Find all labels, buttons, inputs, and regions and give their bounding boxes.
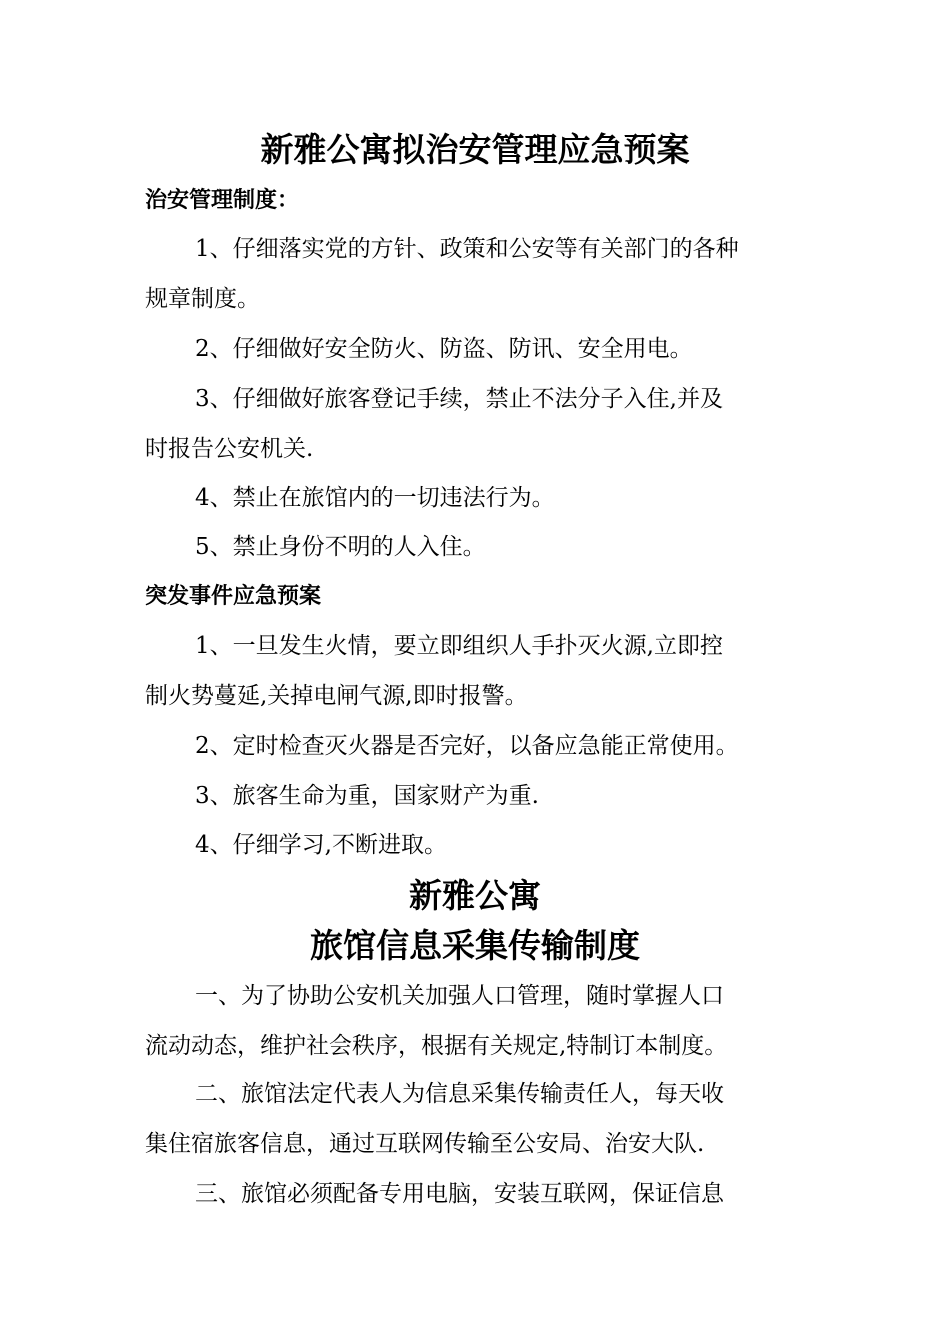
section-heading-emergency: 突发事件应急预案: [145, 584, 322, 609]
paragraph-line: 时报告公安机关.: [145, 436, 314, 462]
paragraph-line: 3、仔细做好旅客登记手续，禁止不法分子入住,并及: [195, 386, 723, 412]
secondary-title: 新雅公寓: [409, 876, 541, 915]
paragraph-line: 一、为了协助公安机关加强人口管理，随时掌握人口: [195, 983, 724, 1009]
paragraph-line: 1、一旦发生火情，要立即组织人手扑灭火源,立即控: [195, 633, 723, 659]
paragraph-line: 2、仔细做好安全防火、防盗、防讯、安全用电。: [195, 336, 693, 362]
paragraph-line: 3、旅客生命为重，国家财产为重.: [195, 783, 539, 809]
document-title: 新雅公寓拟治安管理应急预案: [260, 130, 690, 169]
paragraph-line: 制火势蔓延,关掉电闸气源,即时报警。: [145, 683, 528, 709]
paragraph-line: 三、旅馆必须配备专用电脑，安装互联网，保证信息: [195, 1181, 724, 1207]
secondary-subtitle: 旅馆信息采集传输制度: [310, 926, 640, 965]
paragraph-line: 规章制度。: [145, 286, 260, 312]
paragraph-line: 流动动态，维护社会秩序，根据有关规定,特制订本制度。: [145, 1033, 728, 1059]
paragraph-line: 5、禁止身份不明的人入住。: [195, 534, 486, 560]
paragraph-line: 2、定时检查灭火器是否完好，以备应急能正常使用。: [195, 733, 739, 759]
paragraph-line: 4、禁止在旅馆内的一切违法行为。: [195, 485, 555, 511]
paragraph-line: 1、仔细落实党的方针、政策和公安等有关部门的各种: [195, 236, 739, 262]
paragraph-line: 4、仔细学习,不断进取。: [195, 832, 447, 858]
paragraph-line: 集住宿旅客信息，通过互联网传输至公安局、治安大队.: [145, 1131, 705, 1157]
paragraph-line: 二、旅馆法定代表人为信息采集传输责任人，每天收: [195, 1081, 724, 1107]
section-heading-security: 治安管理制度：: [145, 188, 300, 213]
